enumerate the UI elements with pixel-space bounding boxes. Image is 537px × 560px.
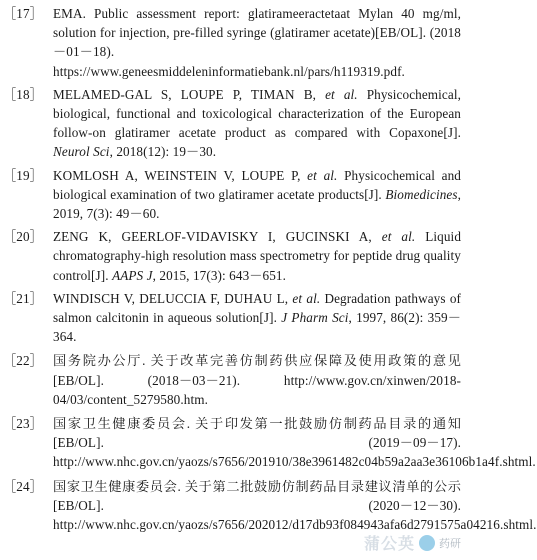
reference-italic-segment: J Pharm Sci bbox=[281, 310, 349, 326]
reference-italic-segment: et al. bbox=[325, 86, 358, 102]
reference-segment: KOMLOSH A, WEINSTEIN V, LOUPE P, bbox=[53, 167, 308, 183]
reference-number: ［23］ bbox=[3, 416, 43, 432]
reference-segment: 国务院办公厅. 关于改革完善仿制药供应保障及使用政策的意见[EB/OL]. (2018－03－21). http://www.gov.cn/xinwen/2018-04/03/content_5279580.htm. bbox=[53, 353, 461, 407]
reference-item bbox=[0, 289, 469, 347]
reference-number: ［22］ bbox=[3, 353, 43, 369]
reference-text bbox=[53, 414, 536, 472]
brand-logo-icon bbox=[419, 535, 435, 551]
reference-item bbox=[0, 4, 469, 81]
reference-segment: 国家卫生健康委员会. 关于第二批鼓励仿制药品目录建议清单的公示[EB/OL]. (2020－12－30). http://www.nhc.gov.cn/yaozs/s7656/202012/d17db93f084943afa6d2791575a04216.shtml. bbox=[53, 478, 537, 533]
reference-number: ［21］ bbox=[3, 290, 43, 306]
reference-text bbox=[53, 289, 461, 347]
reference-segment: Physicochemical and biological examination of two glatiramer acetate products[J]. bbox=[53, 167, 461, 202]
reference-number: ［20］ bbox=[3, 229, 43, 245]
reference-number: ［19］ bbox=[3, 167, 43, 183]
reference-italic-segment: Neurol Sci bbox=[53, 144, 110, 160]
reference-number: ［18］ bbox=[3, 86, 43, 102]
reference-segment: Degradation pathways of salmon calcitonin in aqueous solution[J]. bbox=[53, 290, 462, 326]
reference-text bbox=[53, 4, 461, 81]
reference-number: ［17］ bbox=[3, 6, 43, 21]
reference-item bbox=[0, 414, 536, 472]
reference-item bbox=[0, 477, 537, 535]
reference-italic-segment: et al. bbox=[292, 290, 321, 306]
watermark-brand: 药研 bbox=[439, 536, 461, 550]
reference-italic-segment: et al. bbox=[381, 229, 416, 245]
reference-item bbox=[0, 85, 469, 162]
reference-text bbox=[53, 351, 461, 409]
reference-segment: Liquid chromatography-high resolution mass spectrometry for peptide drug quality control[J]. bbox=[53, 229, 462, 283]
reference-text bbox=[53, 477, 537, 535]
reference-segment: 国家卫生健康委员会. 关于印发第一批鼓励仿制药品目录的通知[EB/OL]. (2019－09－17). http://www.nhc.gov.cn/yaozs/s7656/201910/38e3961482c04b59a2aa3e36106b1a4f.shtml. bbox=[53, 416, 536, 470]
reference-text bbox=[53, 227, 461, 285]
reference-segment: Physicochemical, biological, functional and toxicological characterization of the European follow-on glatiramer acetate product as compared with Copaxone[J]. bbox=[53, 86, 461, 141]
watermark-text: 蒲公英 bbox=[363, 534, 415, 553]
reference-text bbox=[53, 166, 461, 224]
reference-segment: ZENG K, GEERLOF-VIDAVISKY I, GUCINSKI A, bbox=[53, 229, 382, 245]
reference-segment: EMA. Public assessment report: glatirameeractetaat Mylan 40 mg/ml, solution for injection, pre-filled syringe (glatiramer acetate)[EB/OL]. (2018－01－18). https://www.geneesmiddeleninformatiebank.nl/pars/h119319.pdf. bbox=[53, 6, 461, 79]
reference-number: ［24］ bbox=[3, 478, 43, 494]
reference-italic-segment: AAPS J bbox=[112, 267, 153, 283]
reference-segment: , 1997, 86(2): 359－364. bbox=[53, 310, 461, 345]
reference-text bbox=[53, 85, 461, 162]
reference-item bbox=[0, 227, 469, 285]
reference-segment: MELAMED-GAL S, LOUPE P, TIMAN B, bbox=[53, 86, 326, 102]
reference-segment: , 2015, 17(3): 643－651. bbox=[152, 267, 287, 283]
reference-italic-segment: et al. bbox=[307, 167, 338, 183]
reference-segment: , 2019, 7(3): 49－60. bbox=[53, 186, 461, 222]
reference-italic-segment: Biomedicines bbox=[385, 186, 458, 202]
watermark bbox=[364, 531, 461, 554]
reference-segment: WINDISCH V, DELUCCIA F, DUHAU L, bbox=[53, 290, 293, 306]
reference-list bbox=[0, 4, 537, 534]
reference-segment: , 2018(12): 19－30. bbox=[109, 144, 217, 160]
reference-item bbox=[0, 166, 469, 224]
reference-item bbox=[0, 351, 469, 409]
